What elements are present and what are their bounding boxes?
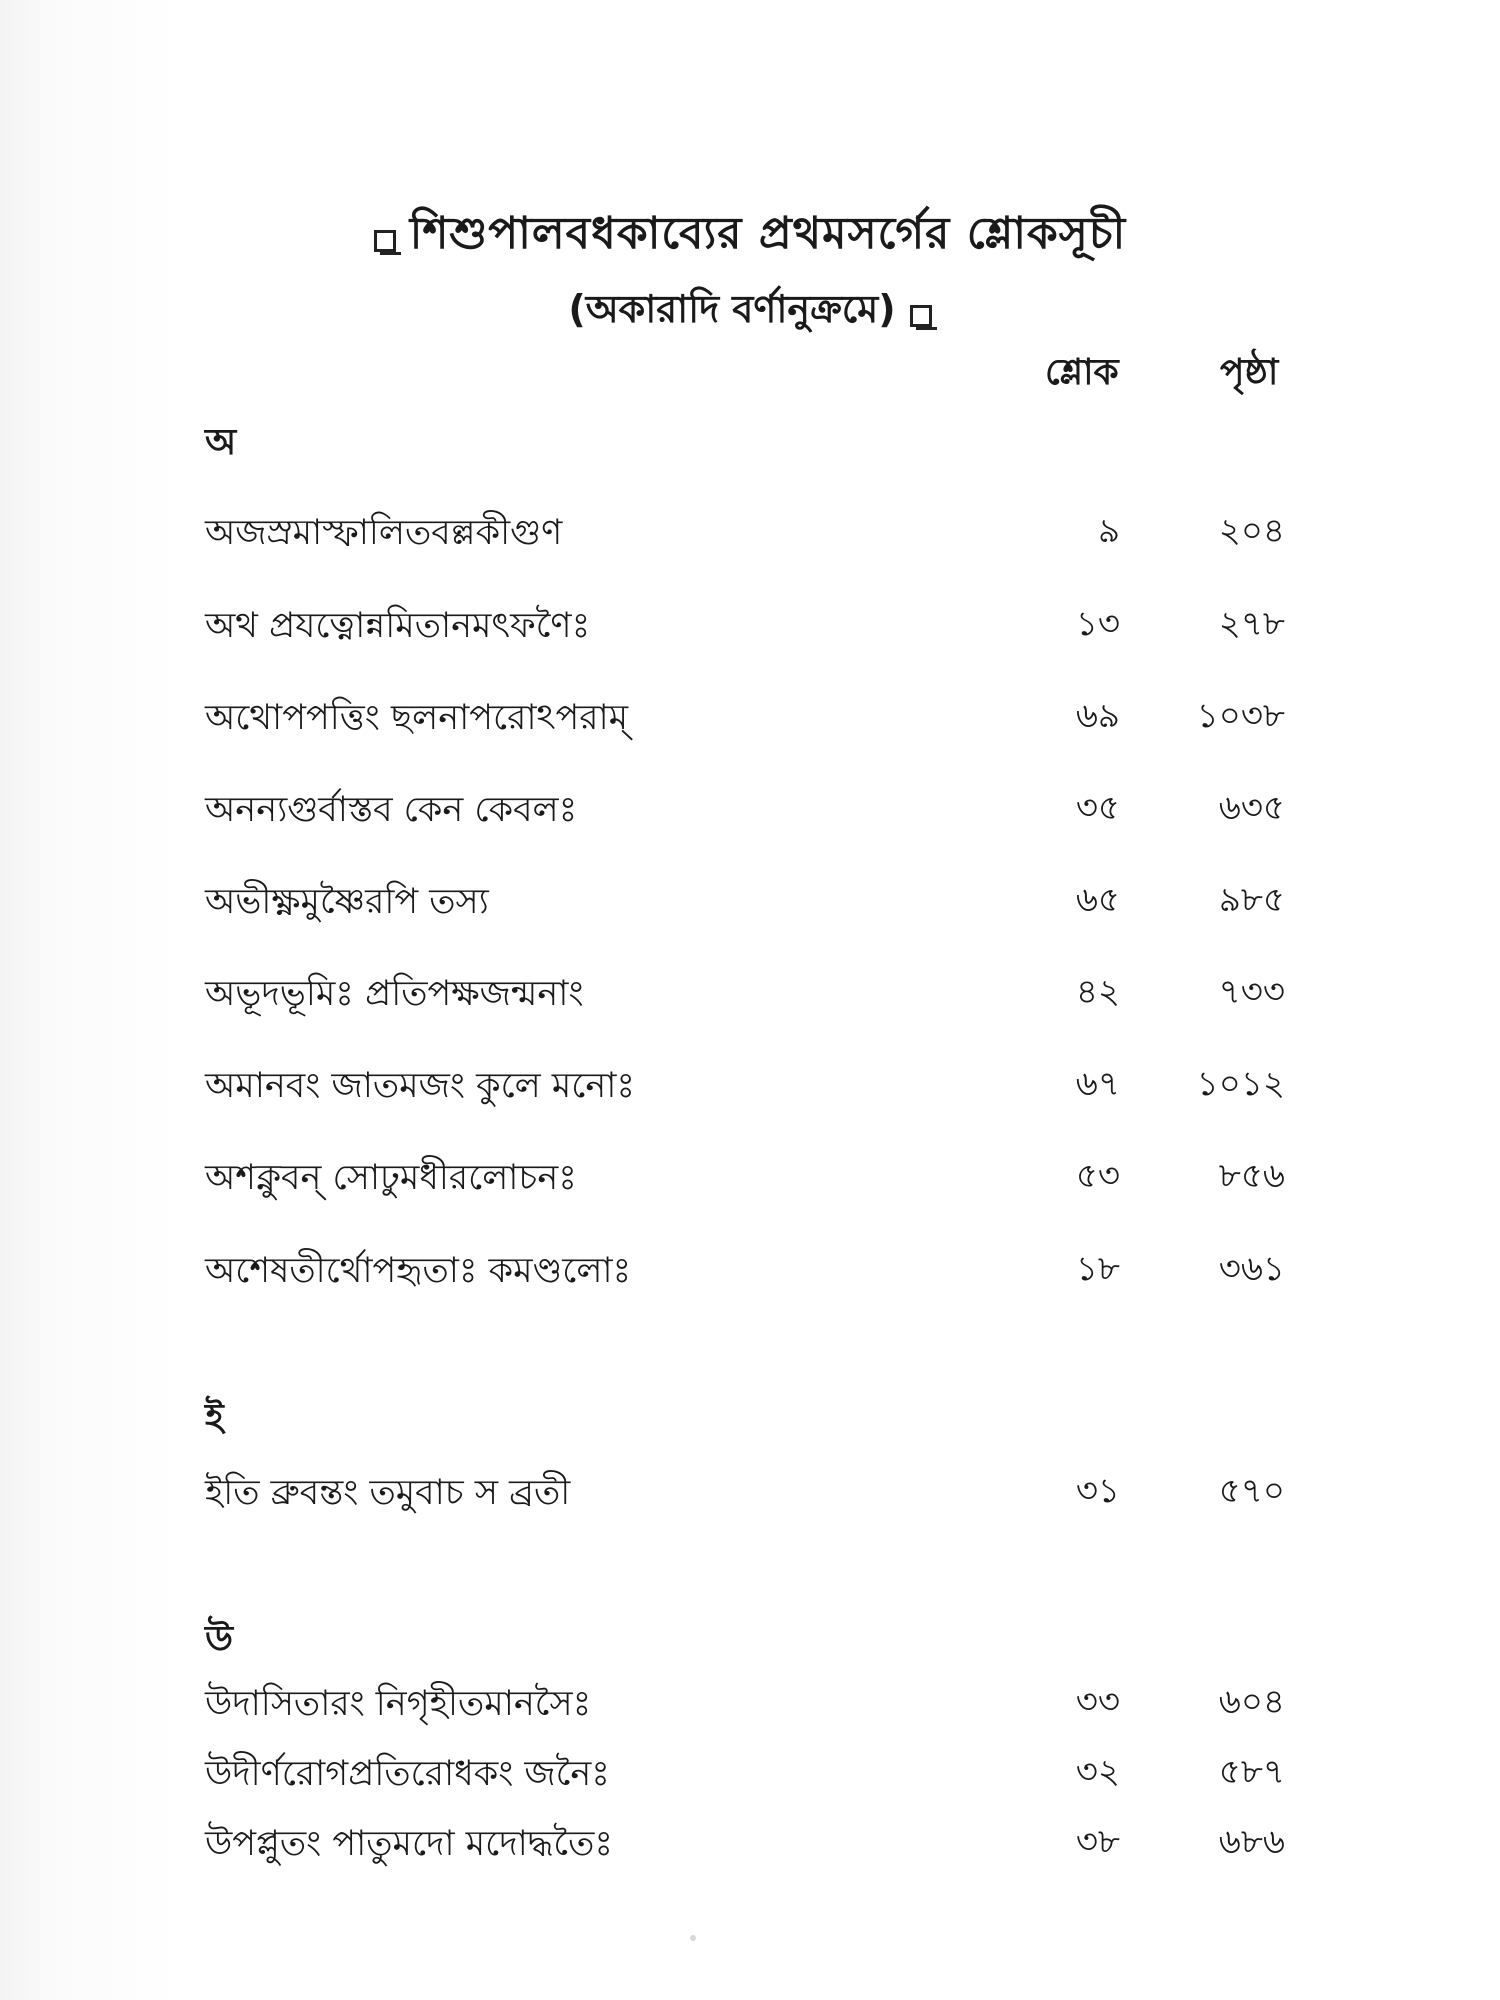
sloka-number: ১৮ <box>1075 1249 1120 1289</box>
page-number: ১০৩৮ <box>1196 696 1285 736</box>
page-number: ৩৬১ <box>1218 1249 1285 1289</box>
verse-first-line: উপপ্লুতং পাতুমদো মদোদ্ধতৈঃ <box>205 1824 614 1864</box>
sloka-number: ৩৫ <box>1075 788 1120 828</box>
column-header-sloka: শ্লোক <box>1045 352 1119 393</box>
sloka-number: ৬৭ <box>1075 1064 1120 1104</box>
index-row <box>0 1150 1500 1198</box>
page-number: ২৭৮ <box>1218 604 1285 644</box>
page-number: ৬৩৫ <box>1218 788 1285 828</box>
sloka-number: ৬৫ <box>1075 880 1120 920</box>
title-line-1 <box>0 200 1500 273</box>
page-number: ১০১২ <box>1196 1064 1285 1104</box>
section-letter: অ <box>205 422 237 463</box>
verse-first-line: অভীক্ষ্ণমুষ্ণৈরপি তস্য <box>205 882 489 922</box>
index-row <box>0 1058 1500 1106</box>
page-number: ৬৮৬ <box>1218 1822 1285 1862</box>
square-bullet-icon <box>374 230 396 252</box>
paper-speck <box>690 1935 696 1941</box>
page-number: ৯৮৫ <box>1218 880 1285 920</box>
index-row <box>0 1676 1500 1724</box>
column-header-page: পৃষ্ঠা <box>1220 352 1279 393</box>
page-number: ৫৮৭ <box>1218 1752 1285 1792</box>
title-line-2 <box>0 280 1500 344</box>
verse-first-line: অভূদভূমিঃ প্রতিপক্ষজন্মনাং <box>205 974 584 1014</box>
verse-first-line: অথ প্রযত্নোন্নমিতানমৎফণৈঃ <box>205 606 591 646</box>
sloka-number: ৪২ <box>1075 972 1120 1012</box>
verse-first-line: ইতি ব্রুবন্তং তমুবাচ স ব্রতী <box>205 1473 571 1513</box>
index-row <box>0 1816 1500 1864</box>
index-row <box>0 598 1500 646</box>
index-row <box>0 1243 1500 1291</box>
page-title: শিশুপালবধকাব্যের প্রথমসর্গের শ্লোকসূচী <box>409 208 1127 259</box>
index-row <box>0 874 1500 922</box>
sloka-number: ৫৩ <box>1075 1156 1120 1196</box>
verse-first-line: অথোপপত্তিং ছলনাপরোঽপরাম্ <box>205 698 629 738</box>
sloka-number: ৬৯ <box>1075 696 1120 736</box>
page-number: ৭৩৩ <box>1218 972 1285 1012</box>
sloka-number: ৩২ <box>1075 1752 1120 1792</box>
sloka-number: ৩৮ <box>1075 1822 1120 1862</box>
page-number: ৮৫৬ <box>1218 1156 1285 1196</box>
verse-first-line: অনন্যগুর্বাস্তব কেন কেবলঃ <box>205 790 578 830</box>
page-subtitle: (অকারাদি বর্ণানুক্রমে) <box>568 287 896 331</box>
index-row <box>0 1746 1500 1794</box>
verse-first-line: উদাসিতারং নিগৃহীতমানসৈঃ <box>205 1684 592 1724</box>
index-row <box>0 505 1500 553</box>
sloka-number: ৩৩ <box>1075 1682 1120 1722</box>
verse-first-line: অমানবং জাতমজং কুলে মনোঃ <box>205 1066 636 1106</box>
index-row <box>0 782 1500 830</box>
index-row <box>0 690 1500 738</box>
verse-first-line: উদীর্ণরোগপ্রতিরোধকং জনৈঃ <box>205 1754 610 1794</box>
section-letter: ই <box>205 1397 224 1438</box>
sloka-number: ৯ <box>1097 511 1120 551</box>
sloka-number: ৩১ <box>1075 1471 1120 1511</box>
page-number: ৫৭০ <box>1218 1471 1285 1511</box>
index-row <box>0 966 1500 1014</box>
index-row <box>0 1465 1500 1513</box>
page-number: ৬০৪ <box>1218 1682 1285 1722</box>
section-letter: উ <box>205 1619 234 1660</box>
square-bullet-icon <box>910 305 932 327</box>
page-number: ২০৪ <box>1218 511 1285 551</box>
verse-first-line: অশক্নুবন্ সোঢুমধীরলোচনঃ <box>205 1158 577 1198</box>
verse-first-line: অজস্রমাস্ফালিতবল্লকীগুণ <box>205 513 563 553</box>
verse-first-line: অশেষতীর্থোপহৃতাঃ কমণ্ডলোঃ <box>205 1251 632 1291</box>
sloka-number: ১৩ <box>1075 604 1120 644</box>
